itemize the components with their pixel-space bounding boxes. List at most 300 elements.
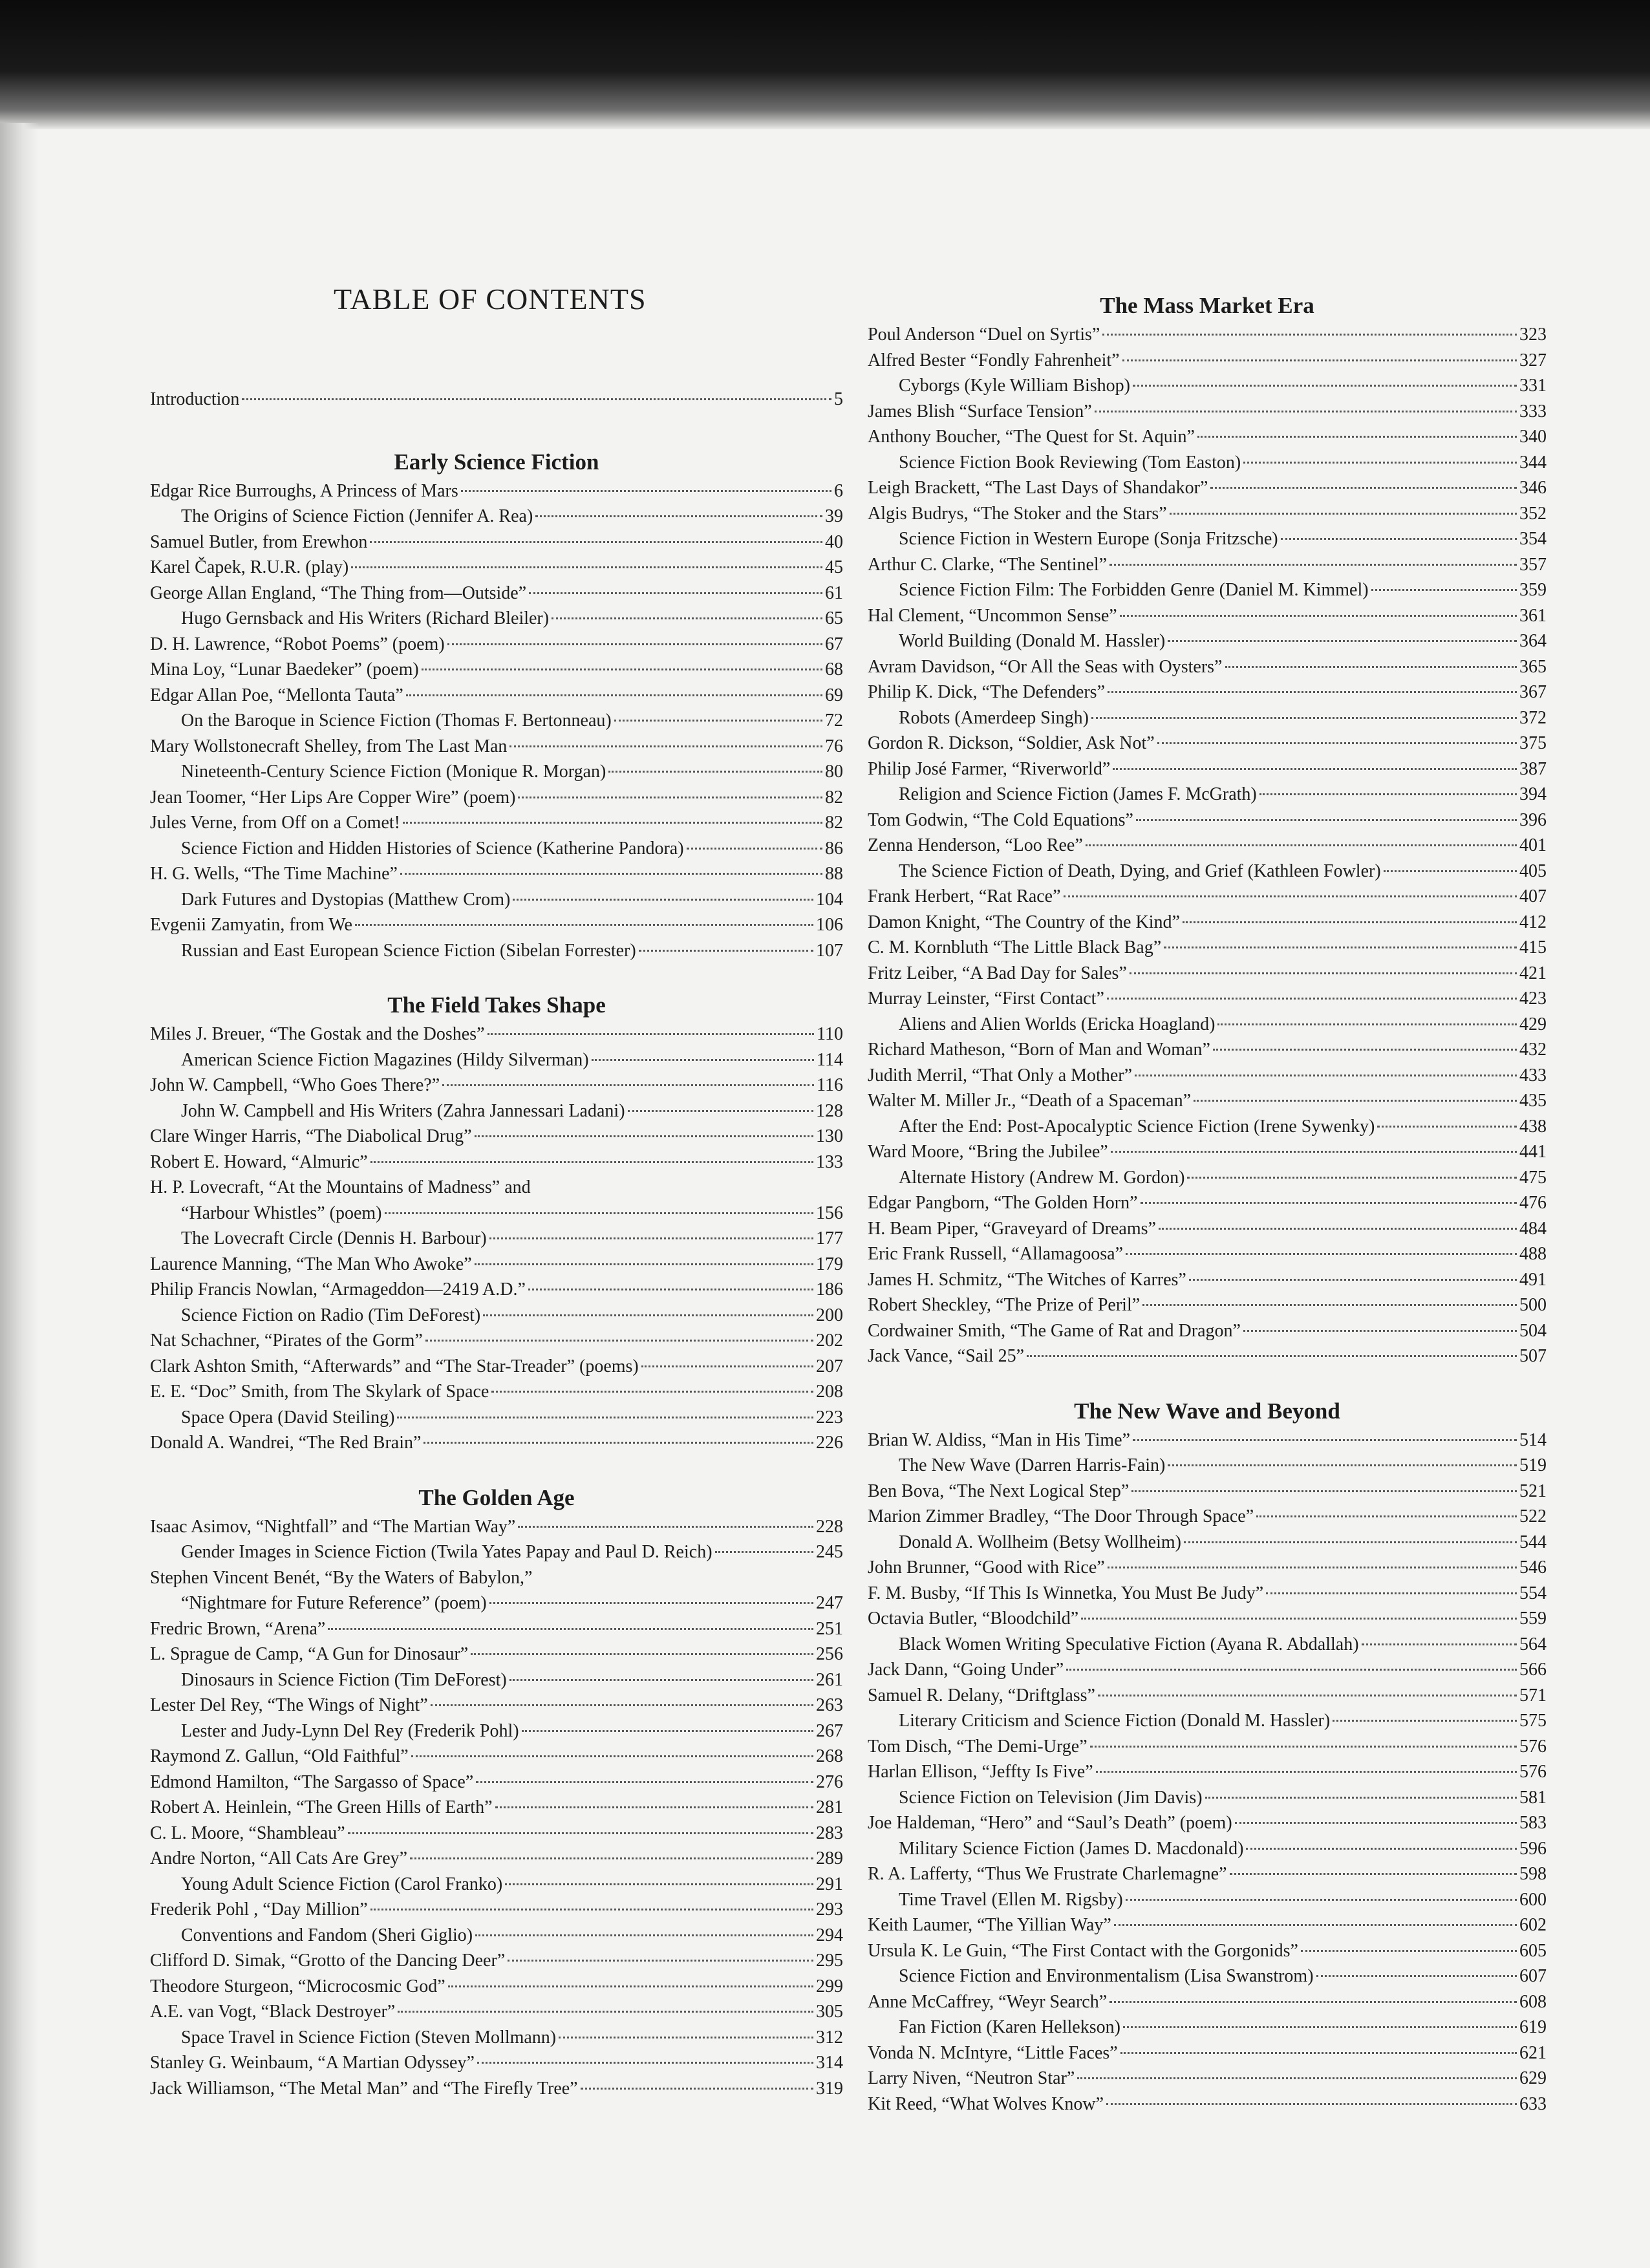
entry-page: 441: [1519, 1142, 1547, 1162]
dot-leader: [1256, 1515, 1517, 1517]
entry-page: 245: [816, 1542, 843, 1562]
dot-leader: [1168, 1464, 1517, 1466]
entry-title: Miles J. Breuer, “The Gostak and the Doshes”: [150, 1024, 485, 1044]
entry-title: Science Fiction and Environmentalism (Lisa Swanstrom): [899, 1966, 1314, 1986]
toc-entry[interactable]: [868, 1861, 1547, 1887]
entry-title: Leigh Brackett, “The Last Days of Shandakor”: [868, 478, 1208, 498]
toc-subentry[interactable]: [868, 782, 1547, 808]
toc-entry[interactable]: [150, 1821, 843, 1846]
entry-page: 114: [817, 1049, 843, 1070]
toc-entry[interactable]: [150, 1744, 843, 1770]
dot-leader: [581, 2088, 813, 2090]
entry-page: 276: [816, 1771, 843, 1792]
entry-title: Stephen Vincent Benét, “By the Waters of Babylon,”: [150, 1567, 533, 1588]
entry-title: Jack Dann, “Going Under”: [868, 1660, 1064, 1680]
entry-title: Science Fiction and Hidden Histories of Science (Katherine Pandora): [181, 838, 684, 859]
entry-page: 295: [816, 1951, 843, 1971]
toc-subentry[interactable]: [150, 1303, 843, 1329]
entry-page: 359: [1519, 580, 1547, 600]
dot-leader: [370, 1909, 813, 1910]
toc-entry[interactable]: [868, 986, 1547, 1012]
entry-title: Mary Wollstonecraft Shelley, from The Last Man: [150, 736, 508, 756]
entry-title: Evgenii Zamyatin, from We: [150, 915, 352, 935]
toc-entry[interactable]: [150, 1124, 843, 1150]
entry-title: World Building (Donald M. Hassler): [899, 631, 1166, 651]
dot-leader: [475, 1263, 813, 1265]
entry-title: A.E. van Vogt, “Black Destroyer”: [150, 2002, 396, 2022]
toc-entry[interactable]: [868, 1216, 1547, 1242]
entry-page: 263: [816, 1695, 843, 1715]
dot-leader: [328, 1628, 813, 1630]
entry-title: Frederik Pohl , “Day Million”: [150, 1899, 368, 1920]
entry-title: Alternate History (Andrew M. Gordon): [899, 1167, 1185, 1188]
dot-leader: [608, 771, 822, 773]
entry-page: 106: [816, 915, 843, 935]
dot-leader: [1114, 1924, 1517, 1926]
toc-entry[interactable]: [868, 2040, 1547, 2066]
toc-subentry[interactable]: [868, 1963, 1547, 1989]
dot-leader: [403, 822, 822, 824]
toc-subentry[interactable]: [150, 1923, 843, 1949]
toc-subentry[interactable]: [150, 1226, 843, 1252]
toc-entry[interactable]: [868, 1912, 1547, 1938]
toc-subentry[interactable]: [868, 1836, 1547, 1862]
dot-leader: [491, 1391, 813, 1393]
entry-title: Judith Merril, “That Only a Mother”: [868, 1065, 1133, 1086]
entry-title: Robert E. Howard, “Almuric”: [150, 1151, 368, 1172]
toc-entry[interactable]: [868, 1318, 1547, 1344]
entry-page: 179: [816, 1254, 843, 1274]
entry-title: Jack Williamson, “The Metal Man” and “The Firefly Tree”: [150, 2078, 578, 2099]
dot-leader: [1225, 666, 1517, 668]
toc-entry[interactable]: [150, 1795, 843, 1821]
toc-subentry[interactable]: [150, 836, 843, 862]
dot-leader: [529, 592, 822, 594]
entry-title: Science Fiction in Western Europe (Sonja Fritzsche): [899, 529, 1278, 549]
toc-subentry[interactable]: [868, 526, 1547, 552]
toc-entry[interactable]: [868, 1428, 1547, 1453]
toc-entry[interactable]: [868, 322, 1547, 348]
dot-leader: [1123, 2026, 1517, 2028]
dot-leader: [495, 1806, 814, 1808]
toc-entry[interactable]: [868, 1555, 1547, 1581]
toc-entry[interactable]: [150, 861, 843, 887]
entry-page: 433: [1519, 1065, 1547, 1086]
entry-page: 372: [1519, 707, 1547, 728]
toc-entry[interactable]: [150, 810, 843, 836]
entry-title: Algis Budrys, “The Stoker and the Stars”: [868, 503, 1167, 524]
entry-page: 629: [1519, 2068, 1547, 2088]
dot-leader: [475, 1934, 813, 1936]
entry-title: Andre Norton, “All Cats Are Grey”: [150, 1848, 408, 1868]
entry-title: The Science Fiction of Death, Dying, and Grief (Kathleen Fowler): [899, 861, 1381, 881]
toc-entry[interactable]: [868, 399, 1547, 425]
entry-title: Gender Images in Science Fiction (Twila Yates Papay and Paul D. Reich): [181, 1542, 712, 1562]
entry-title: Larry Niven, “Neutron Star”: [868, 2068, 1075, 2088]
entry-title: Fredric Brown, “Arena”: [150, 1618, 326, 1639]
toc-subentry[interactable]: [150, 1098, 843, 1124]
toc-entry[interactable]: [150, 555, 843, 581]
entry-title: Philip José Farmer, “Riverworld”: [868, 758, 1111, 779]
entry-title: Vonda N. McIntyre, “Little Faces”: [868, 2042, 1118, 2063]
entry-page: 605: [1519, 1940, 1547, 1961]
toc-subentry[interactable]: [150, 1667, 843, 1693]
entry-page: 67: [825, 634, 843, 654]
toc-entry[interactable]: [150, 1073, 843, 1098]
entry-page: 608: [1519, 1991, 1547, 2012]
dot-leader: [448, 1985, 813, 1987]
toc-entry[interactable]: [868, 1292, 1547, 1318]
toc-entry[interactable]: [150, 1379, 843, 1405]
entry-title: Raymond Z. Gallun, “Old Faithful”: [150, 1746, 409, 1766]
entry-title: Ben Bova, “The Next Logical Step”: [868, 1481, 1130, 1501]
entry-title: Alfred Bester “Fondly Fahrenheit”: [868, 350, 1120, 370]
toc-subentry[interactable]: [868, 1632, 1547, 1658]
toc-entry[interactable]: [868, 910, 1547, 936]
entry-page: 619: [1519, 2017, 1547, 2037]
toc-entry[interactable]: [868, 1657, 1547, 1683]
entry-title: Arthur C. Clarke, “The Sentinel”: [868, 554, 1108, 575]
entry-page: 82: [825, 813, 843, 833]
entry-title: Dark Futures and Dystopias (Matthew Crom): [181, 889, 511, 910]
dot-leader: [552, 617, 822, 619]
dot-leader: [1194, 1100, 1517, 1102]
entry-title: H. P. Lovecraft, “At the Mountains of Madness” and: [150, 1177, 531, 1197]
toc-entry[interactable]: [150, 2050, 843, 2076]
entry-title: Young Adult Science Fiction (Carol Franko): [181, 1874, 503, 1894]
toc-entry[interactable]: [868, 1190, 1547, 1216]
entry-page: 429: [1519, 1014, 1547, 1034]
toc-subentry[interactable]: [868, 1785, 1547, 1811]
entry-title: R. A. Lafferty, “Thus We Frustrate Charlemagne”: [868, 1864, 1227, 1884]
entry-page: 438: [1519, 1116, 1547, 1137]
toc-entry-introduction[interactable]: [150, 387, 843, 412]
entry-title: Robert A. Heinlein, “The Green Hills of Earth”: [150, 1797, 493, 1817]
toc-subentry[interactable]: [868, 1530, 1547, 1556]
toc-entry[interactable]: [150, 1616, 843, 1642]
toc-entry[interactable]: [868, 679, 1547, 705]
entry-page: 564: [1519, 1634, 1547, 1654]
entry-page: 65: [825, 608, 843, 628]
dot-leader: [1384, 870, 1517, 872]
toc-entry[interactable]: [150, 1897, 843, 1923]
toc-subentry[interactable]: [868, 628, 1547, 654]
entry-title: H. G. Wells, “The Time Machine”: [150, 864, 398, 884]
toc-subentry[interactable]: [868, 859, 1547, 884]
toc-subentry[interactable]: [150, 887, 843, 913]
entry-page: 583: [1519, 1813, 1547, 1833]
toc-entry[interactable]: [868, 756, 1547, 782]
entry-title: Frank Herbert, “Rat Race”: [868, 886, 1061, 906]
entry-page: 602: [1519, 1915, 1547, 1935]
toc-subentry[interactable]: [868, 1114, 1547, 1140]
entry-page: 488: [1519, 1244, 1547, 1264]
dot-leader: [488, 1033, 815, 1035]
dot-leader: [1301, 1950, 1517, 1952]
toc-entry[interactable]: [868, 1810, 1547, 1836]
entry-title: Donald A. Wandrei, “The Red Brain”: [150, 1433, 422, 1453]
toc-entry[interactable]: [150, 1277, 843, 1303]
toc-entry[interactable]: [150, 632, 843, 658]
entry-title: Kit Reed, “What Wolves Know”: [868, 2093, 1104, 2114]
entry-title: Clifford D. Simak, “Grotto of the Dancing Deer”: [150, 1951, 506, 1971]
entry-page: 432: [1519, 1040, 1547, 1060]
toc-entry[interactable]: [150, 1022, 843, 1047]
toc-entry[interactable]: [150, 912, 843, 938]
toc-entry[interactable]: [868, 1989, 1547, 2015]
entry-page: 294: [816, 1925, 843, 1945]
entry-page: 367: [1519, 682, 1547, 702]
toc-entry[interactable]: [150, 657, 843, 683]
toc-entry[interactable]: [868, 2091, 1547, 2117]
section-spacer: [868, 1369, 1547, 1395]
dot-leader: [1205, 1797, 1517, 1799]
toc-entry[interactable]: [868, 1343, 1547, 1369]
entry-title: Lester Del Rey, “The Wings of Night”: [150, 1695, 428, 1715]
toc-entry[interactable]: [868, 1139, 1547, 1165]
dot-leader: [1157, 742, 1517, 744]
toc-entry[interactable]: [868, 1581, 1547, 1607]
entry-title: Conventions and Fandom (Sheri Giglio): [181, 1925, 473, 1945]
toc-entry[interactable]: [150, 1974, 843, 2000]
toc-entry[interactable]: [150, 1328, 843, 1354]
entry-page: 476: [1519, 1193, 1547, 1213]
toc-subentry[interactable]: [868, 1708, 1547, 1734]
dot-leader: [1102, 334, 1517, 336]
toc-subentry[interactable]: [868, 450, 1547, 476]
dot-leader: [1168, 640, 1517, 642]
entry-page: 514: [1519, 1429, 1547, 1450]
dot-leader: [1081, 1618, 1517, 1620]
entry-title: Tom Godwin, “The Cold Equations”: [868, 809, 1133, 830]
entry-title: Nat Schachner, “Pirates of the Gorm”: [150, 1331, 423, 1351]
entry-title: Anthony Boucher, “The Quest for St. Aquin”: [868, 427, 1195, 447]
dot-leader: [1210, 487, 1517, 489]
right-column: [868, 290, 1547, 2117]
entry-page: 423: [1519, 989, 1547, 1009]
entry-page: 401: [1519, 835, 1547, 855]
toc-entry[interactable]: [868, 1037, 1547, 1063]
toc-entry[interactable]: [868, 424, 1547, 450]
toc-entry[interactable]: [868, 1241, 1547, 1267]
toc-entry[interactable]: [868, 552, 1547, 578]
toc-entry[interactable]: [150, 1252, 843, 1278]
entry-title: Literary Criticism and Science Fiction (Donald M. Hassler): [899, 1711, 1331, 1731]
toc-entry[interactable]: [868, 1606, 1547, 1632]
entry-title: Murray Leinster, “First Contact”: [868, 989, 1104, 1009]
toc-subentry[interactable]: [150, 1405, 843, 1431]
toc-entry[interactable]: [868, 961, 1547, 987]
entry-title: E. E. “Doc” Smith, from The Skylark of Space: [150, 1382, 489, 1402]
dot-leader: [1090, 1746, 1517, 1748]
toc-entry[interactable]: [868, 348, 1547, 374]
toc-entry[interactable]: [150, 530, 843, 555]
toc-subentry[interactable]: [868, 1165, 1547, 1191]
dot-leader: [522, 1730, 813, 1732]
toc-entry[interactable]: [868, 1734, 1547, 1760]
entry-title: Nineteenth-Century Science Fiction (Monique R. Morgan): [181, 762, 606, 782]
section-heading: The Golden Age: [418, 1484, 575, 1510]
entry-page: 5: [834, 389, 843, 409]
entry-title: Introduction: [150, 389, 240, 409]
entry-title: The Origins of Science Fiction (Jennifer A. Rea): [181, 506, 533, 526]
entry-page: 576: [1519, 1736, 1547, 1757]
toc-entry[interactable]: [868, 2066, 1547, 2091]
dot-leader: [422, 669, 822, 670]
toc-entry[interactable]: [150, 1693, 843, 1718]
toc-entry[interactable]: [150, 1642, 843, 1667]
toc-subentry[interactable]: [868, 373, 1547, 399]
entry-page: 45: [825, 557, 843, 577]
entry-title: Mina Loy, “Lunar Baedeker” (poem): [150, 659, 419, 679]
toc-entry[interactable]: [868, 731, 1547, 756]
entry-page: 365: [1519, 656, 1547, 677]
toc-entry[interactable]: [150, 1354, 843, 1380]
dot-leader: [351, 566, 822, 568]
dot-leader: [528, 1289, 813, 1290]
toc-subentry[interactable]: [150, 606, 843, 632]
toc-entry[interactable]: [150, 478, 843, 504]
dot-leader: [1122, 359, 1517, 361]
toc-subentry[interactable]: [150, 1539, 843, 1565]
entry-page: 86: [825, 838, 843, 859]
dot-leader: [1362, 1643, 1517, 1645]
dot-leader: [397, 1417, 813, 1418]
toc-entry[interactable]: [150, 683, 843, 709]
toc-entry[interactable]: [868, 1479, 1547, 1504]
entry-page: 281: [816, 1797, 843, 1817]
toc-entry[interactable]: [150, 1175, 843, 1201]
dot-leader: [509, 1679, 813, 1681]
toc-subentry[interactable]: [150, 504, 843, 530]
entry-title: Aliens and Alien Worlds (Ericka Hoagland): [899, 1014, 1216, 1034]
toc-subentry[interactable]: [150, 1590, 843, 1616]
dot-leader: [385, 1212, 814, 1214]
toc-entry[interactable]: [868, 1683, 1547, 1709]
dot-leader: [370, 541, 822, 543]
entry-page: 344: [1519, 452, 1547, 473]
entry-page: 607: [1519, 1966, 1547, 1986]
entry-title: Space Opera (David Steiling): [181, 1407, 395, 1428]
toc-entry[interactable]: [150, 1770, 843, 1795]
toc-entry[interactable]: [868, 1088, 1547, 1114]
entry-title: D. H. Lawrence, “Robot Poems” (poem): [150, 634, 445, 654]
entry-page: 546: [1519, 1557, 1547, 1578]
entry-title: Poul Anderson “Duel on Syrtis”: [868, 325, 1100, 345]
entry-page: 186: [816, 1279, 843, 1300]
right-sections: [868, 290, 1547, 2117]
dot-leader: [592, 1059, 814, 1061]
toc-subentry[interactable]: [868, 1012, 1547, 1038]
toc-subentry[interactable]: [868, 1453, 1547, 1479]
entry-title: Marion Zimmer Bradley, “The Door Through Space”: [868, 1506, 1254, 1526]
entry-title: George Allan England, “The Thing from—Outside”: [150, 583, 527, 603]
entry-page: 507: [1519, 1346, 1547, 1366]
toc-entry[interactable]: [868, 1063, 1547, 1089]
toc-subentry[interactable]: [868, 577, 1547, 603]
toc-entry[interactable]: [150, 1999, 843, 2025]
entry-title: Ward Moore, “Bring the Jubilee”: [868, 1142, 1108, 1162]
toc-subentry[interactable]: [150, 708, 843, 734]
entry-title: Keith Laumer, “The Yillian Way”: [868, 1915, 1111, 1935]
dot-leader: [641, 1365, 813, 1367]
dot-leader: [1091, 717, 1517, 719]
toc-entry[interactable]: [150, 1948, 843, 1974]
toc-entry[interactable]: [868, 501, 1547, 527]
entry-page: 208: [816, 1382, 843, 1402]
dot-leader: [559, 2037, 813, 2038]
toc-subentry[interactable]: [150, 1872, 843, 1898]
toc-subentry[interactable]: [868, 705, 1547, 731]
dot-leader: [518, 1526, 813, 1528]
toc-entry[interactable]: [868, 833, 1547, 859]
page-gutter-shadow: [0, 123, 39, 2268]
entry-title: Zenna Henderson, “Loo Ree”: [868, 835, 1083, 855]
toc-subentry[interactable]: [150, 1047, 843, 1073]
entry-page: 475: [1519, 1167, 1547, 1188]
toc-entry[interactable]: [150, 2076, 843, 2102]
toc-entry[interactable]: [150, 1846, 843, 1872]
toc-entry[interactable]: [868, 1938, 1547, 1964]
entry-title: Samuel R. Delany, “Driftglass”: [868, 1685, 1095, 1706]
toc-entry[interactable]: [150, 1565, 843, 1591]
dot-leader: [1377, 1126, 1517, 1128]
dot-leader: [1106, 2103, 1517, 2105]
entry-page: 107: [816, 940, 843, 961]
toc-entry[interactable]: [868, 475, 1547, 501]
toc-entry[interactable]: [868, 884, 1547, 910]
dot-leader: [1217, 1023, 1517, 1025]
dot-leader: [1142, 1304, 1517, 1306]
toc-entry[interactable]: [150, 1150, 843, 1175]
entry-title: Harlan Ellison, “Jeffty Is Five”: [868, 1762, 1093, 1782]
dot-leader: [398, 2011, 813, 2013]
entry-title: After the End: Post-Apocalyptic Science Fiction (Irene Sywenky): [899, 1116, 1375, 1137]
entry-page: 357: [1519, 554, 1547, 575]
entry-title: Richard Matheson, “Born of Man and Woman”: [868, 1040, 1210, 1060]
toc-entry[interactable]: [868, 1504, 1547, 1530]
toc-entry[interactable]: [150, 581, 843, 606]
toc-entry[interactable]: [868, 654, 1547, 680]
section-heading: Early Science Fiction: [394, 449, 599, 475]
entry-title: C. L. Moore, “Shambleau”: [150, 1823, 345, 1843]
toc-subentry[interactable]: [150, 759, 843, 785]
toc-entry[interactable]: [868, 603, 1547, 629]
entry-page: 207: [816, 1356, 843, 1376]
toc-subentry[interactable]: [150, 1718, 843, 1744]
toc-entry[interactable]: [868, 1267, 1547, 1293]
entry-title: Philip K. Dick, “The Defenders”: [868, 682, 1105, 702]
toc-entry[interactable]: [868, 935, 1547, 961]
entry-title: Black Women Writing Speculative Fiction (Ayana R. Abdallah): [899, 1634, 1359, 1654]
entry-page: 340: [1519, 427, 1547, 447]
toc-entry[interactable]: [150, 785, 843, 811]
toc-entry[interactable]: [150, 1514, 843, 1540]
toc-entry[interactable]: [868, 808, 1547, 833]
toc-entry[interactable]: [868, 1759, 1547, 1785]
entry-page: 521: [1519, 1481, 1547, 1501]
toc-subentry[interactable]: [150, 2025, 843, 2051]
toc-subentry[interactable]: [150, 1201, 843, 1226]
entry-title: Gordon R. Dickson, “Soldier, Ask Not”: [868, 733, 1155, 753]
toc-subentry[interactable]: [868, 2015, 1547, 2040]
entry-page: 256: [816, 1644, 843, 1664]
toc-subentry[interactable]: [150, 938, 843, 964]
toc-entry[interactable]: [150, 1430, 843, 1456]
toc-entry[interactable]: [150, 734, 843, 760]
toc-subentry[interactable]: [868, 1887, 1547, 1913]
entry-page: 387: [1519, 758, 1547, 779]
